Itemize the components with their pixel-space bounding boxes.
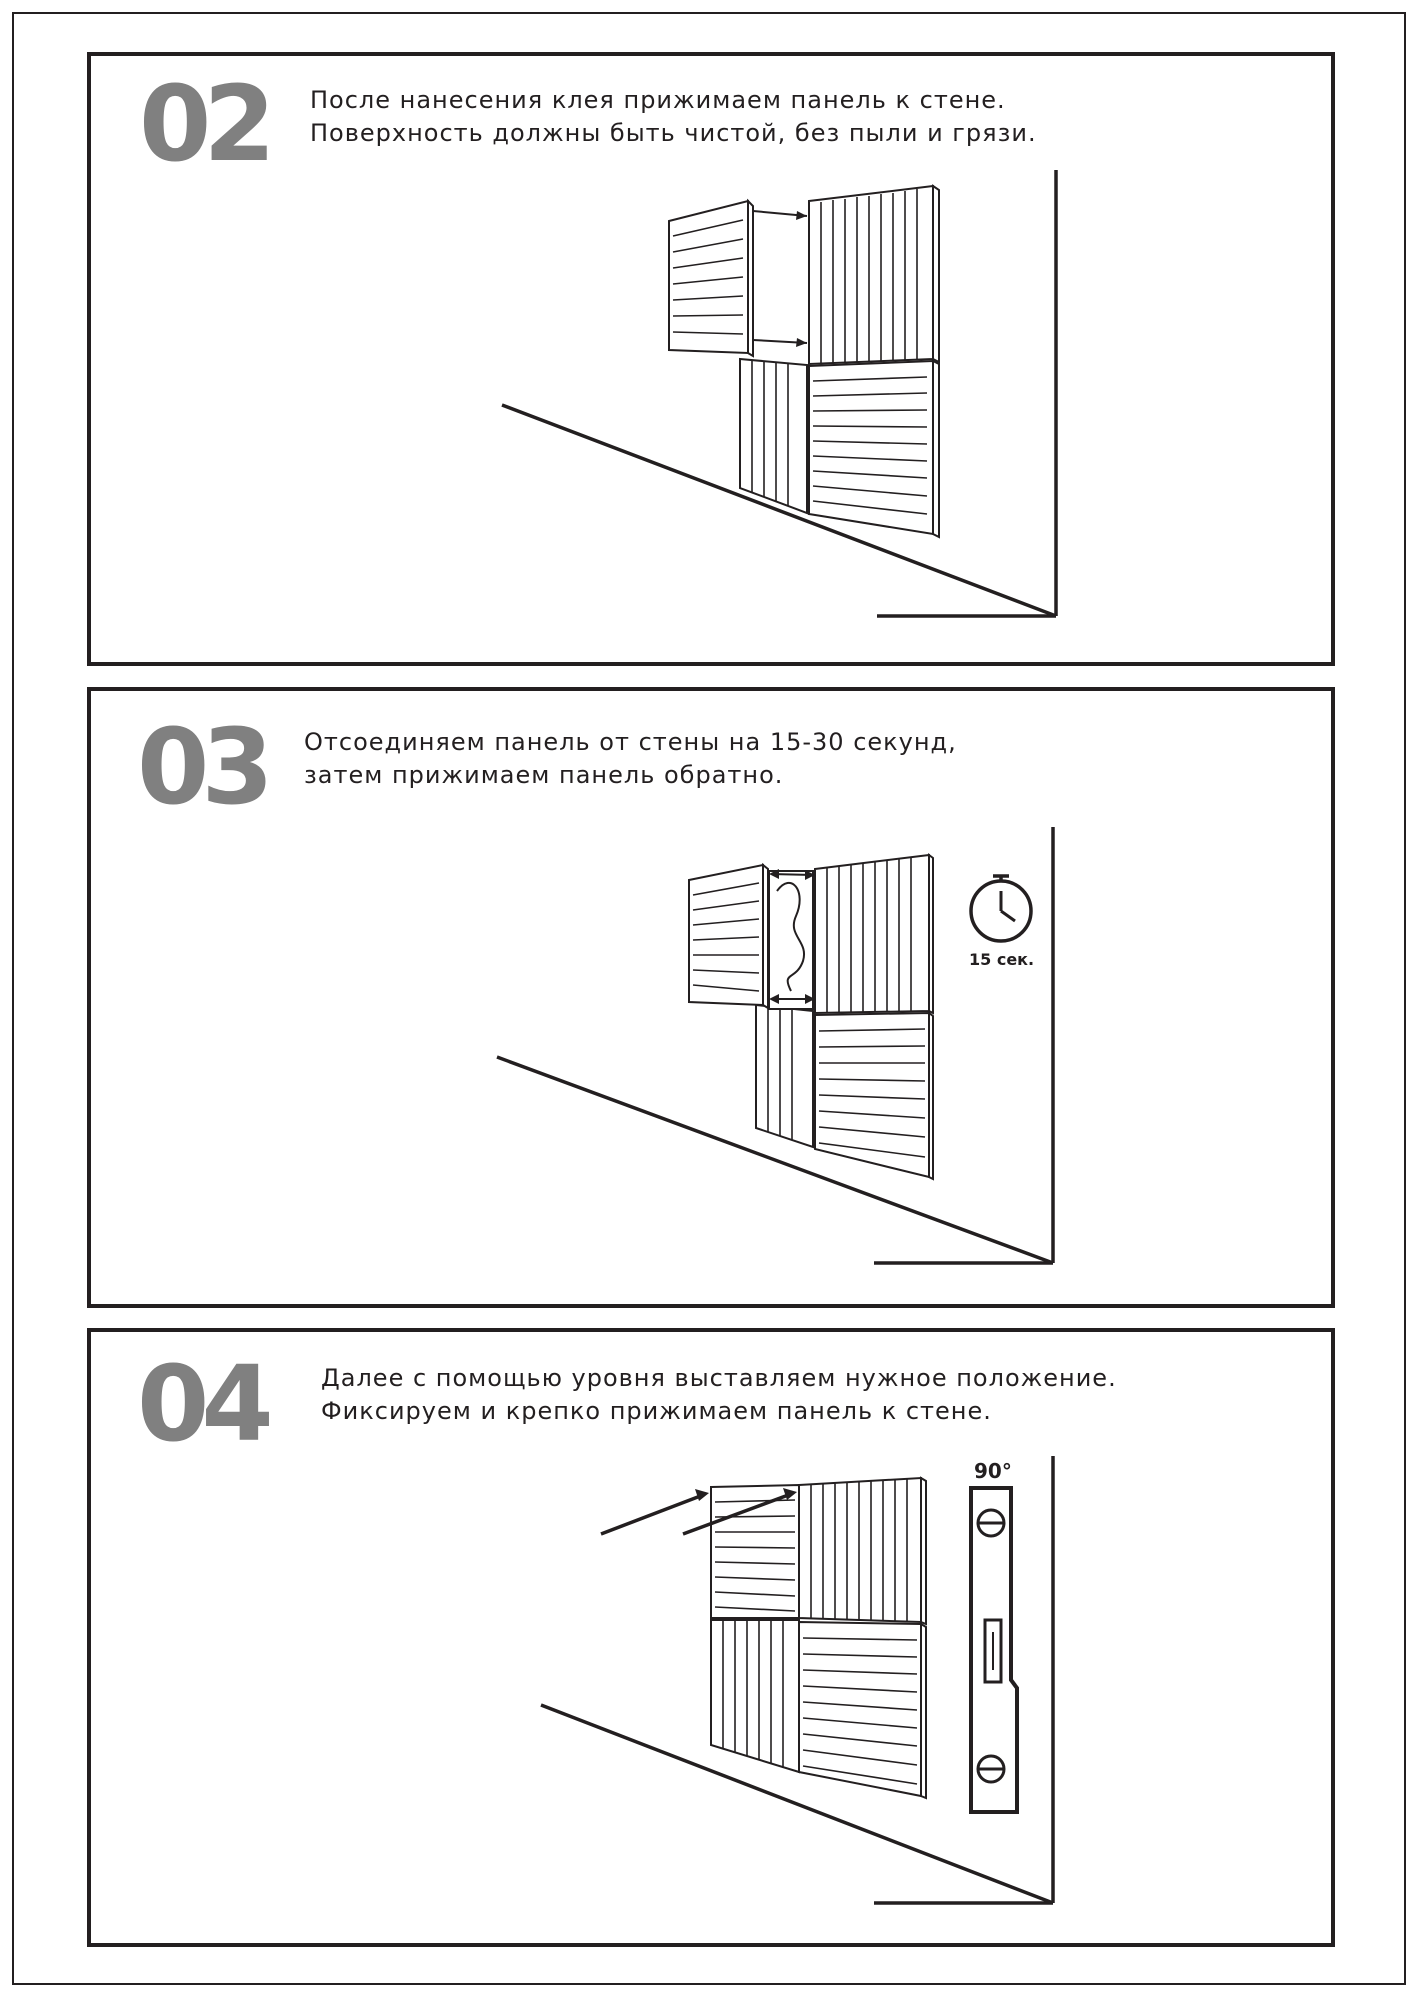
panel-vertical-ribs [756,1005,813,1147]
step-04-illustration [91,1332,1331,1943]
attach-arrow [753,211,807,347]
instruction-line: Фиксируем и крепко прижимаем панель к стене. [321,1397,992,1425]
step-number: 02 [139,63,268,185]
step-04-panel [87,1328,1335,1947]
panel-vertical-ribs [809,186,939,364]
instruction-line: После нанесения клея прижимаем панель к стене. [310,86,1006,114]
step-02-illustration [91,56,1331,662]
instruction-line: Далее с помощью уровня выставляем нужное положение. [321,1364,1117,1392]
step-03-illustration [91,691,1331,1304]
timer-label: 15 сек. [969,950,1035,969]
step-number: 04 [137,1343,266,1465]
panel-vertical-ribs [711,1620,799,1772]
spirit-level-icon [971,1488,1017,1812]
panel-horizontal-ribs [809,361,939,537]
step-02-panel [87,52,1335,666]
instruction-line: Поверхность должны быть чистой, без пыли и грязи. [310,119,1037,147]
panel-being-attached [669,201,753,356]
panel-vertical-ribs [740,359,807,513]
level-angle-label: 90° [974,1459,1012,1483]
panel-horizontal-ribs [799,1622,926,1798]
panel-horizontal-ribs [711,1485,799,1618]
stopwatch-icon [971,876,1031,941]
panel-vertical-ribs [815,855,933,1013]
panel-being-attached [689,865,768,1008]
step-03-panel [87,687,1335,1308]
instruction-line: Отсоединяем панель от стены на 15-30 секунд, [304,728,957,756]
instruction-line: затем прижимаем панель обратно. [304,761,784,789]
adhesive-zigzag [769,871,813,1009]
panel-horizontal-ribs [815,1013,933,1179]
panel-vertical-ribs [799,1478,926,1624]
step-number: 03 [137,706,266,828]
